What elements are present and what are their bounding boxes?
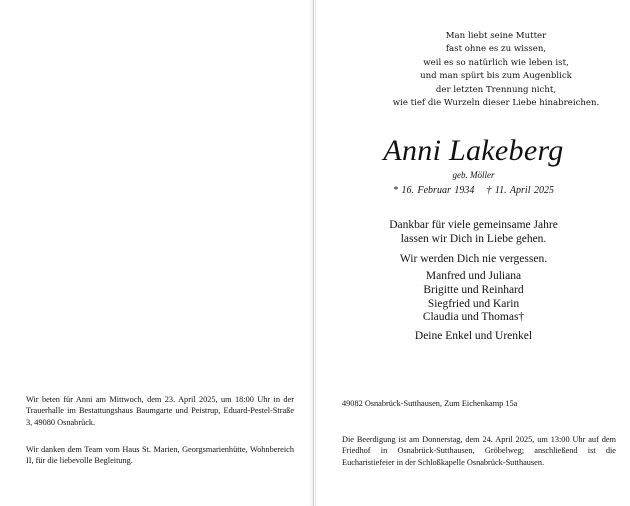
memorial-verse <box>376 30 616 110</box>
deceased-name: Anni Lakeberg <box>383 134 564 167</box>
verse-line: weil es so natürlich wie leben ist, <box>423 57 569 68</box>
verse-line: wie tief die Wurzeln dieser Liebe hinabreichen. <box>392 98 600 109</box>
life-dates <box>316 185 630 196</box>
verse-line: fast ohne es zu wissen, <box>445 44 547 55</box>
mourners-list <box>316 270 630 325</box>
mourner-entry: Claudia und Thomas† <box>422 311 525 324</box>
death-date: † 11. April 2025 <box>486 185 554 196</box>
mourner-entry: Siegfried und Karin <box>427 297 520 310</box>
never-forget-text: Wir werden Dich nie vergessen. <box>399 253 548 265</box>
right-page <box>315 0 630 506</box>
grandchildren-text: Deine Enkel und Urenkel <box>414 330 533 342</box>
funeral-details-text: Die Beerdigung ist am Donnerstag, dem 24. April 2025, um 13:00 Uhr auf dem Friedhof in Osnabrück-Sutthausen, Gröbelweg; anschließend ist die Eucharistiefeier in der Schloßkapelle Osnabrück-Sutthausen. <box>342 435 616 467</box>
verse-line: der letzten Trennung nicht, <box>435 84 557 95</box>
mourner-entry: Manfred und Juliana <box>425 270 522 282</box>
care-home-thanks-text: Wir danken dem Team vom Haus St. Marien, Georgsmarienhütte, Wohnbereich II, für die liebevolle Begleitung. <box>26 445 294 466</box>
prayer-service-text: Wir beten für Anni am Mittwoch, dem 23. April 2025, um 18:00 Uhr in der Trauerhalle im Bestattungshaus Baumgarte und Peistrup, Eduard-Pestel-Straße 3, 49080 Osnabrück. <box>26 395 294 427</box>
birth-date: * 16. Februar 1934 <box>393 185 475 196</box>
gratitude-line: lassen wir Dich in Liebe gehen. <box>400 233 547 245</box>
verse-line: Man liebt seine Mutter <box>445 31 547 41</box>
verse-line: und man spürt bis zum Augenblick <box>420 71 572 82</box>
gratitude-line: Dankbar für viele gemeinsame Jahre <box>389 219 558 231</box>
maiden-name: geb. Möller <box>452 170 495 180</box>
left-page <box>0 0 314 506</box>
gratitude-text <box>316 218 630 246</box>
mourning-address: 49082 Osnabrück-Sutthausen, Zum Eichenkamp 15a <box>342 399 518 408</box>
mourner-entry: Brigitte und Reinhard <box>423 283 524 296</box>
